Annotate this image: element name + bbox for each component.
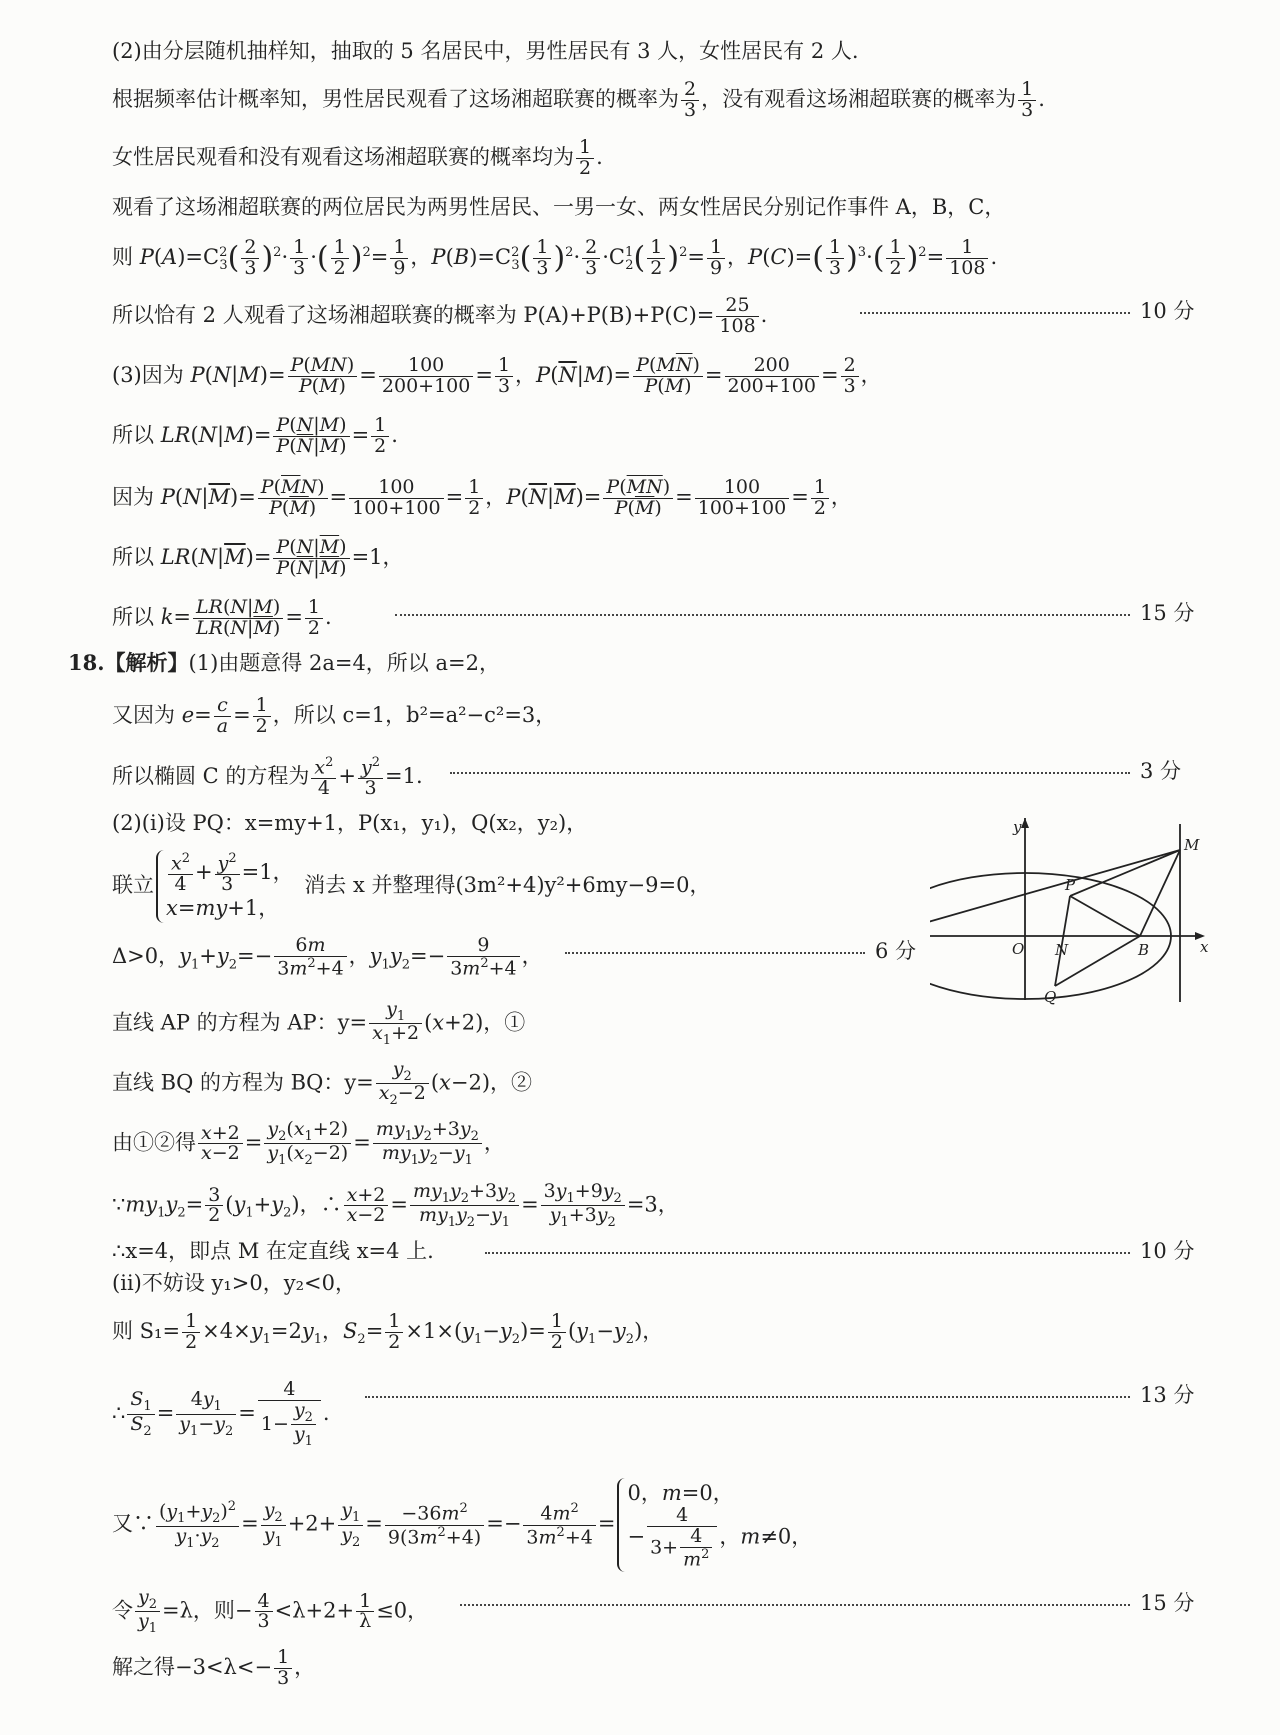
score-leader-10b: 10 分 [485, 1236, 1194, 1266]
label-y: y [1013, 818, 1022, 836]
q18-fixed-line: ∴x=4，即点 M 在定直线 x=4 上. [112, 1239, 434, 1263]
label-o: O [1012, 940, 1025, 958]
p2-exactly-two-line: 所以恰有 2 人观看了这场湘超联赛的概率为 P(A)+P(B)+P(C)= $\frac{25}{108}$ . [112, 294, 768, 337]
q18-substitution-line: $\because my_1y_2=$ $\frac{3}{2}$ $(y_1+y_2)$，∴ $\frac{x+2}{x-2}$ = $\frac{my_1y_2+3y_2}{my_1y_2-y_1}$ = $\frac{3y_1+9y_2}{y_1+3y_2}$ =3， [112, 1180, 679, 1231]
q18-areas-line: 则 S₁= $\frac{1}{2}$ $\times 4\times y_1=2y_1$，$S_2=$ $\frac{1}{2}$ $\times 1\times(y_1-y_2)=$ $\frac{1}{2}$ $(y_1-y_2)$， [112, 1310, 664, 1353]
p3-k-line: 所以 k= $\frac{LR(N|M)}{LR(N|\overline{M})}$ = $\frac{1}{2}$ . [112, 596, 332, 639]
q18-eccentricity-line: 又因为 e= $\frac{c}{a}$ = $\frac{1}{2}$ ，所以 c=1，b²=a²−c²=3， [112, 694, 557, 737]
y-arrow-icon [1021, 818, 1029, 828]
p3-lr-m-line: 所以 LR(N|M)= $\frac{P(N|M)}{P(\overline{N}|M)}$ = $\frac{1}{2}$ . [112, 414, 398, 457]
ellipse-figure [930, 818, 1220, 1008]
label-p: P [1065, 876, 1076, 894]
p3-conditional-mbar-line: 因为 $P(N|\overline{M})=$ $\frac{P(\overline{M}N)}{P(\overline{M})}$ = $\frac{100}{100+100}$ = $\frac{1}{2}$ ，$P(\overline{N}|\overline{M})=$ $\frac{P(\overline{M}\overline{N})}{P(\overline{M})}$ = $\frac{100}{100+100}$ = $\frac{1}{2}$ ， [112, 476, 852, 519]
q18-ellipse-equation-line: 所以椭圆 C 的方程为 $\frac{x^2}{4}$ + $\frac{y^2}{3}$ =1. [112, 755, 423, 800]
q18-area-ratio-line: ∴ $\frac{S_1}{S_2}$ = $\frac{4y_1}{y_1-y_2}$ = 4 1− $\frac{y_2}{y_1}$ . [112, 1378, 330, 1450]
q18-part1-line: 18.【解析】(1)由题意得 2a=4，所以 a=2， [68, 650, 500, 675]
q18-vieta-line: Δ>0，$y_1+y_2=-$ $\frac{6m}{3m^2+4}$ ，$y_1y_2=-$ $\frac{9}{3m^2+4}$ ， [112, 934, 543, 980]
label-x: x [1200, 938, 1209, 956]
label-b: B [1138, 941, 1150, 959]
q18-solution-line: 解之得−3<λ<− $\frac{1}{3}$ ， [112, 1646, 316, 1689]
score-leader-6: 6 分 [565, 936, 916, 966]
q18-line-bq: 直线 BQ 的方程为 BQ：y= $\frac{y_2}{x_2-2}$ (x−2)，② [112, 1058, 533, 1109]
p2-probabilities-line: 则 $P(A)=C^2_3$( $\frac{2}{3}$ )$^2$· $\frac{1}{3}$ ·( $\frac{1}{2}$ )$^2$= $\frac{1}{9}$ ，$P(B)=C^2_3$( $\frac{1}{3}$ )$^2$· $\frac{2}{3}$ $\cdot C^1_2$( $\frac{1}{2}$ )$^2$= $\frac{1}{9}$ ，P(C)=( $\frac{1}{3}$ )$^3$·( $\frac{1}{2}$ )$^2$= $\frac{1}{108}$ . [112, 236, 998, 279]
q18-lambda-expression-line: 又∵ $\frac{(y_1+y_2)^2}{y_1\cdot y_2}$ = $\frac{y_2}{y_1}$ +2+ $\frac{y_1}{y_2}$ = $\frac{-36m^2}{9(3m^2+4)}$ =− $\frac{4m^2}{3m^2+4}$ = 0，m=0， − 4 3+ $\frac{4}{m^2}$ ，m≠0， [112, 1478, 816, 1572]
p3-lr-mbar-line: 所以 $LR(N|\overline{M})=$ $\frac{P(N|\overline{M})}{P(\overline{N}|\overline{M})}$ =1， [112, 536, 404, 579]
line-ap [930, 850, 1180, 936]
p3-conditional-line: (3)因为 P(N|M)= $\frac{P(MN)}{P(M)}$ = $\frac{100}{200+100}$ = $\frac{1}{3}$ ，$P(\overline{N}|M)=$ $\frac{P(M\overline{N})}{P(M)}$ = $\frac{200}{200+100}$ = $\frac{2}{3}$ ， [112, 354, 882, 397]
q18-line-ap: 直线 AP 的方程为 AP：y= $\frac{y_1}{x_1+2}$ (x+2)，① [112, 998, 526, 1049]
score-leader-3: 3 分 [450, 756, 1181, 786]
label-n: N [1055, 941, 1069, 959]
score-leader-15a: 15 分 [395, 598, 1194, 628]
line-pm [1070, 850, 1180, 896]
score-leader-10a: 10 分 [860, 296, 1194, 326]
q18-part2i-line: (2)(ⅰ)设 PQ：x=my+1，P(x₁，y₁)，Q(x₂，y₂)， [112, 811, 588, 835]
line-pb [1070, 896, 1140, 936]
p2-frequency-line: 根据频率估计概率知，男性居民观看了这场湘超联赛的概率为 $\frac{2}{3}$ ，没有观看这场湘超联赛的概率为 $\frac{1}{3}$ . [112, 78, 1045, 121]
label-q: Q [1044, 988, 1057, 1006]
p2-sample-line: (2)由分层随机抽样知，抽取的 5 名居民中，男性居民有 3 人，女性居民有 2 人. [112, 39, 859, 63]
q18-let-lambda-line: 令 $\frac{y_2}{y_1}$ =λ，则− $\frac{4}{3}$ <λ+2+ $\frac{1}{\lambda}$ ≤0， [112, 1586, 429, 1637]
score-leader-13: 13 分 [365, 1380, 1194, 1410]
p2-events-line: 观看了这场湘超联赛的两位居民为两男性居民、一男一女、两女性居民分别记作事件 A，B，C， [112, 195, 1006, 219]
p2-female-line: 女性居民观看和没有观看这场湘超联赛的概率均为 $\frac{1}{2}$ . [112, 136, 603, 179]
q18-system-line: 联立 $\frac{x^2}{4}$ + $\frac{y^2}{3}$ =1， x=my+1， 消去 x 并整理得(3m²+4)y²+6my−9=0， [112, 850, 710, 923]
q18-part2ii-line: (ⅱ)不妨设 y₁>0，y₂<0， [112, 1271, 356, 1295]
label-m: M [1184, 836, 1200, 854]
q18-ratio-line: 由①②得 $\frac{x+2}{x-2}$ = $\frac{y_2(x_1+2)}{y_1(x_2-2)}$ = $\frac{my_1y_2+3y_2}{my_1y_2-y_1}$ ， [112, 1118, 505, 1169]
score-leader-15b: 15 分 [460, 1588, 1194, 1618]
line-bm [1140, 850, 1180, 936]
